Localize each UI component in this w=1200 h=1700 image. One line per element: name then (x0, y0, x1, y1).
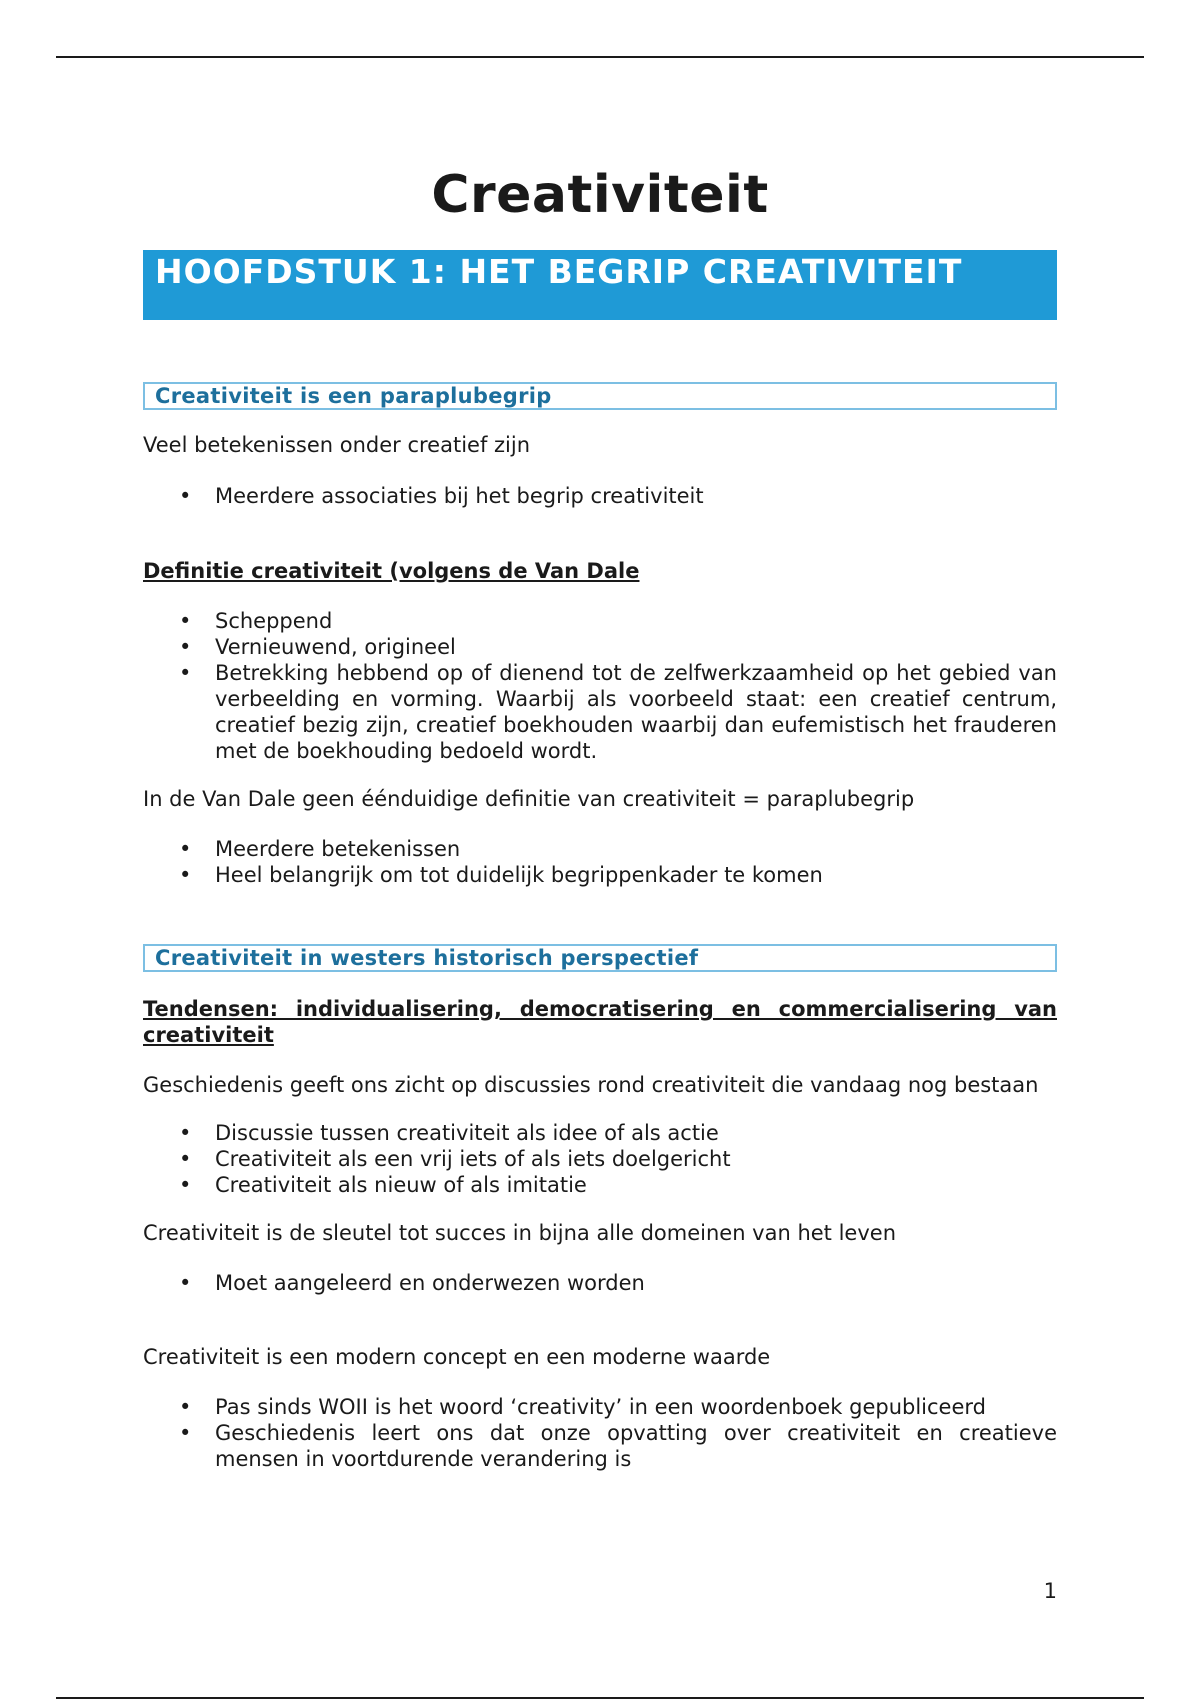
document-body (143, 160, 1057, 1472)
list-item: • Creativiteit als een vrij iets of als iets doelgericht (179, 1147, 731, 1171)
bullet-list-associaties (143, 483, 1057, 509)
section-heading-historisch-perspectief: Creativiteit in westers historisch perspectief (143, 944, 1057, 972)
bullet-icon: • (179, 1173, 192, 1197)
bullet-list-aanleren (143, 1270, 1057, 1296)
paragraph-geschiedenis: Geschiedenis geeft ons zicht op discussies rond creativiteit die vandaag nog bestaan (143, 1073, 1039, 1097)
list-item: • Moet aangeleerd en onderwezen worden (179, 1271, 645, 1295)
bullet-icon: • (179, 1395, 192, 1419)
list-item: • Scheppend (179, 609, 333, 633)
paragraph-van-dale: In de Van Dale geen éénduidige definitie van creativiteit = paraplubegrip (143, 787, 915, 811)
paragraph-veel-betekenissen: Veel betekenissen onder creatief zijn (143, 433, 531, 457)
subheading-definitie: Definitie creativiteit (volgens de Van Dale (143, 559, 640, 583)
bullet-icon: • (179, 1271, 192, 1295)
bullet-list-discussies (143, 1120, 1057, 1198)
bullet-icon: • (179, 661, 192, 685)
bullet-icon: • (179, 609, 192, 633)
paragraph-sleutel-tot-succes: Creativiteit is de sleutel tot succes in bijna alle domeinen van het leven (143, 1221, 897, 1245)
list-item: • Heel belangrijk om tot duidelijk begrippenkader te komen (179, 863, 823, 887)
bullet-icon: • (179, 863, 192, 887)
bullet-list-modern (143, 1394, 1057, 1472)
bullet-icon: • (179, 484, 192, 508)
subheading-tendensen: Tendensen: individualisering, democratisering en commercialisering van creativiteit (143, 997, 1057, 1047)
list-item: • Discussie tussen creativiteit als idee of als actie (179, 1121, 719, 1145)
chapter-heading: HOOFDSTUK 1: HET BEGRIP CREATIVITEIT (143, 250, 1057, 320)
list-item: • Geschiedenis leert ons dat onze opvatting over creativiteit en creatieve mensen in voortdurende verandering is (179, 1421, 1057, 1471)
bullet-list-definitie (143, 608, 1057, 764)
list-item: • Pas sinds WOII is het woord ‘creativity’ in een woordenboek gepubliceerd (179, 1395, 986, 1419)
document-title: Creativiteit (431, 165, 769, 225)
page-bottom-rule (56, 1697, 1144, 1699)
section-heading-paraplubegrip: Creativiteit is een paraplubegrip (143, 382, 1057, 410)
list-item: • Meerdere betekenissen (179, 837, 461, 861)
page-top-rule (56, 56, 1144, 58)
bullet-list-betekenissen (143, 836, 1057, 888)
page-number: 1 (1043, 1579, 1057, 1603)
list-item: • Creativiteit als nieuw of als imitatie (179, 1173, 587, 1197)
list-item: • Meerdere associaties bij het begrip creativiteit (179, 484, 704, 508)
paragraph-modern-concept: Creativiteit is een modern concept en een moderne waarde (143, 1345, 771, 1369)
bullet-icon: • (179, 1121, 192, 1145)
list-item: • Betrekking hebbend op of dienend tot de zelfwerkzaamheid op het gebied van verbeelding en vorming. Waarbij als voorbeeld staat: een creatief centrum, creatief bezig zijn, creatief boekhouden waarbij dan eufemistisch het frauderen met de boekhouding bedoeld wordt. (179, 661, 1057, 763)
bullet-icon: • (179, 1421, 192, 1445)
bullet-icon: • (179, 1147, 192, 1171)
list-item: • Vernieuwend, origineel (179, 635, 456, 659)
bullet-icon: • (179, 635, 192, 659)
bullet-icon: • (179, 837, 192, 861)
